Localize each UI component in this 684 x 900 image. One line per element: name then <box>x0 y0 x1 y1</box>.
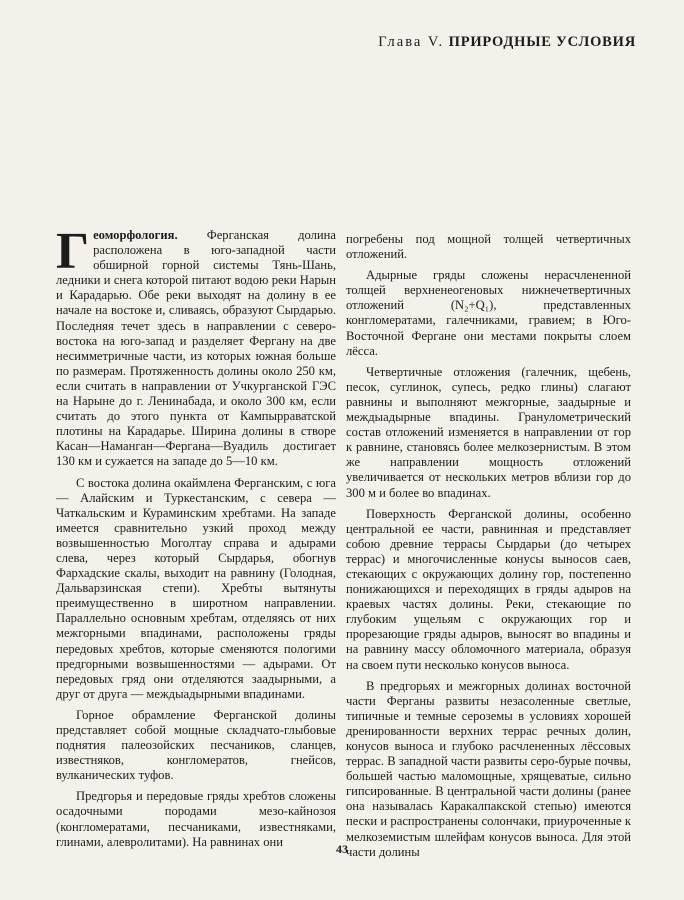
page-number: 43 <box>336 842 348 856</box>
paragraph: Поверхность Ферганской долины, особенно центральной ее части, равнинная и представляет собою древние террасы Сырдарьи (до четырех террас) и многочисленные конусы выносов саев, стекающих с окружающих долину гор, постепенно понижающихся и переходящих в гряды адыров на краевых частях долины. Реки, стекающие по глубоким ущельям с окружающих гор и прорезающие гряды адыров, выносят во впадины и на равнину массу обломочного материала, образуя на своем пути несколько конусов выноса. <box>346 506 631 672</box>
section-heading: еоморфология. <box>93 228 178 242</box>
left-column <box>56 223 336 856</box>
paragraph: погребены под мощной толщей четвертичных отложений. <box>346 232 631 262</box>
running-header <box>378 34 636 51</box>
right-column <box>346 232 631 866</box>
paragraph: Четвертичные отложения (галечник, щебень, песок, суглинок, супесь, редко глины) слагают равнины и выполняют межгорные, заадырные и междыадырные впадины. Гранулометрический состав отложений изменяется в направлении от гор к равнине, становясь более мелкозернистым. В этом же направлении мощность отложений увеличивается от нескольких метров вблизи гор до 300 м и более во впадинах. <box>346 364 631 500</box>
drop-cap: Г <box>56 223 90 280</box>
paragraph: Горное обрамление Ферганской долины представляет собой мощные складчато-глыбовые поднятия палеозойских песчаников, сланцев, известняков, конгломератов, гнейсов, вулканических туфов. <box>56 707 336 783</box>
paragraph-text: Ферганская долина расположена в юго-западной части обширной горной системы Тянь-Шань, ледники и снега которой питают водою реки Нарын и Карадарью. Обе реки выходят на долину в ее начале на востоке и, сливаясь, образуют Сырдарью. Последняя течет здесь в направлении с северо-востока на юго-запад и разделяет Фергану на две несимметричные части, из которых южная больше по размерам. Протяженность долины около 250 км, если считать в направлении от Учкурганской ГЭС на Нарыне до г. Ленинабада, и около 300 км, если считать до этого пункта от Кампырраватской плотины на Карадарье. Ширина долины в створе Касан—Наманган—Фергана—Вуадиль достигает 130 км и сужается на западе до 5—10 км. <box>56 228 336 469</box>
paragraph: В предгорьях и межгорных долинах восточной части Ферганы развиты незасоленные светлые, типичные и темные сероземы в условиях хорошей дренированности верхних террас речных долин, конусов выноса и глубоко расчлененных лёссовых террас. В западной части развиты серо-бурые почвы, большей частью маломощные, хрящеватые, сильно гипсированные. В центральной части долины (ранее она называлась Каракалпакской степью) имеются пески и распространены солончаки, приуроченные к мелкоземистым шлейфам конусов выноса. Для этой части долины <box>346 678 631 859</box>
chapter-label: Глава V. <box>378 34 445 50</box>
chapter-title: ПРИРОДНЫЕ УСЛОВИЯ <box>448 34 636 50</box>
paragraph: Предгорья и передовые гряды хребтов сложены осадочными породами мезо-кайнозоя (конгломератами, песчаниками, известняками, глинами, алевролитами). На равнинах они <box>56 789 336 849</box>
paragraph: С востока долина окаймлена Ферганским, с юга — Алайским и Туркестанским, с севера — Чаткальским и Кураминским хребтами. На западе имеется сравнительно узкий проход между возвышенностью Моголтау справа и адырами слева, через который Сырдарья, обогнув Фархадские скалы, выходит на равнину (Голодная, Дальварзинская степи). Хребты вытянуты преимущественно в широтном направлении. Параллельно основным хребтам, отделяясь от них межгорными впадинами, расположены гряды передовых хребтов, которые сменяются пологими предгорными возвышенностями — адырами. От передовых гряд они отделяются заадырными, а друг от друга — междыадырными впадинами. <box>56 475 336 701</box>
paragraph: Адырные гряды сложены нерасчлененной толщей верхненеогеновых нижнечетвертичных отложений (N₂+Q₁), представленных конгломератами, галечниками, гравием; в Юго-Восточной Фергане они местами покрыты слоем лёсса. <box>346 268 631 358</box>
paragraph <box>56 223 336 470</box>
